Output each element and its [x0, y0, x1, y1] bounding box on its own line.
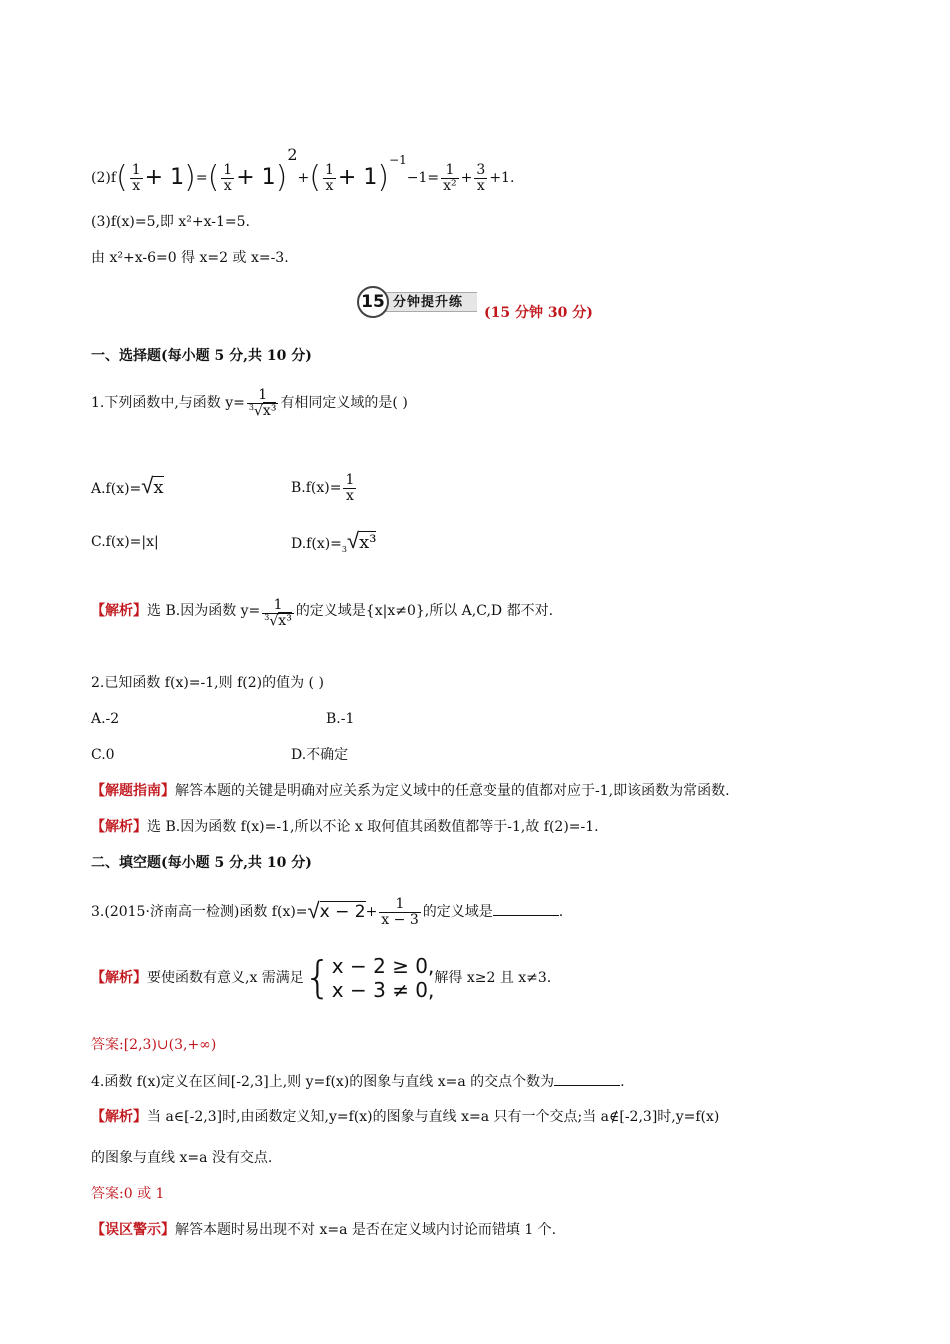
q1-option-d: $D.f(x)=_3√x^3$: [291, 529, 377, 554]
q1-fraction: [247, 388, 279, 419]
q1-analysis-den: $^3$√x³: [264, 612, 292, 630]
q3-radicand: x − 2: [319, 902, 366, 922]
q1-opt-b-den: x: [345, 487, 354, 504]
q4-end: .: [620, 1074, 625, 1090]
section2-title: 二、填空题(每小题 5 分,共 10 分): [91, 855, 312, 871]
q2-guide-text: 解答本题的关键是明确对应关系为定义域中的任意变量的值都对应于-1,即该函数为常函数.: [175, 783, 730, 799]
q3-end: .: [558, 904, 564, 920]
q3-fraction: [379, 897, 420, 927]
frac-one-over-x-2: [221, 163, 234, 193]
plus-one: + 1: [144, 165, 185, 190]
q2-guide-tag: 【解题指南】: [91, 783, 175, 799]
q1-analysis-num: 1: [262, 598, 294, 614]
q2-analysis-tag: 【解析】: [91, 819, 147, 835]
q1-option-b: [291, 468, 358, 508]
paren-close: ): [184, 160, 196, 195]
q4-warning: [91, 1220, 556, 1240]
q3-cond2: x − 3 ≠ 0,: [331, 978, 435, 1002]
q1-analysis-frac: [262, 598, 294, 629]
q1-analysis-pre: 选 B.因为函数 y=: [147, 603, 261, 619]
q4-answer: 答案:0 或 1: [91, 1186, 165, 1202]
frac-den-4: x²: [443, 177, 457, 194]
q1-frac-num: 1: [247, 388, 279, 404]
q4-answer-blank[interactable]: [554, 1071, 620, 1086]
paren-close-2: ): [275, 160, 288, 195]
q4-analysis-line1: [91, 1107, 719, 1127]
exponent-neg1: −1: [389, 153, 407, 167]
q1-analysis-tag: 【解析】: [91, 603, 147, 619]
q4-warning-text: 解答本题时易出现不对 x=a 是否在定义域内讨论而错填 1 个.: [175, 1222, 557, 1238]
plus-one-2: + 1: [236, 165, 276, 190]
badge-number: 15: [357, 286, 389, 318]
frac-num-4: 1: [441, 163, 459, 179]
q3-analysis-tag: 【解析】: [91, 970, 147, 986]
part3-line1: (3)f(x)=5,即 x²+x-1=5.: [91, 214, 250, 230]
q1-suffix: 有相同定义域的是( ): [280, 395, 408, 411]
badge-label: 分钟提升练: [393, 295, 464, 310]
q1-analysis: [91, 598, 553, 642]
plus: +: [297, 170, 310, 186]
frac-den-5: x: [476, 177, 485, 194]
func-f: f: [110, 170, 117, 186]
frac-three-over-x: [474, 163, 487, 193]
exponent-2: 2: [287, 145, 298, 164]
q1-opt-b-frac: [343, 473, 356, 503]
paren-open-2: (: [207, 160, 220, 195]
q1-opt-d-radicand: x³: [359, 532, 377, 553]
q3-analysis-pre: 要使函数有意义,x 需满足: [147, 970, 304, 986]
frac-num-5: 3: [476, 161, 486, 178]
q1-option-c: C.f(x)=|x|: [91, 534, 159, 550]
q3-frac-den: x − 3: [381, 911, 419, 928]
q2-analysis-text: 选 B.因为函数 f(x)=-1,所以不论 x 取何值其函数值都等于-1,故 f(2)=-1.: [147, 819, 599, 835]
q3-suffix: 的定义域是: [422, 904, 493, 920]
q1-opt-d-index: 3: [341, 544, 348, 554]
q3-brace: {: [303, 952, 332, 1003]
q2-option-a: A.-2: [91, 711, 120, 727]
minus-one-equals: −1=: [406, 170, 440, 186]
q3-stem: 3.(2015·济南高一检测)函数 f(x)=√x − 2+ $\frac{1}{x - 3}$ 的定义域是 .: [91, 895, 564, 928]
q1-opt-b-label: B.f(x)=: [291, 480, 342, 496]
frac-den-2: x: [223, 177, 232, 194]
q1-option-a: A.f(x)=√x: [91, 474, 164, 499]
frac-one-over-x: [130, 163, 143, 193]
q3-answer: 答案:[2,3)∪(3,+∞): [91, 1037, 217, 1053]
plus-one-3: + 1: [337, 165, 378, 190]
q1-stem: [91, 388, 408, 432]
q3-cond1: x − 2 ≥ 0,: [331, 954, 435, 978]
q4-analysis-text1: 当 a∈[-2,3]时,由函数定义知,y=f(x)的图象与直线 x=a 只有一个交点;当 a∉[-2,3]时,y=f(x): [147, 1109, 720, 1125]
q4-analysis-line2: 的图象与直线 x=a 没有交点.: [91, 1150, 273, 1166]
q1-prefix: 1.下列函数中,与函数 y=: [91, 395, 245, 411]
q3-plus: +: [365, 904, 378, 920]
q1-frac-den: $^3$√x³: [248, 402, 277, 420]
q1-root-index: 3: [248, 402, 254, 412]
q3-prefix: 3.(2015·济南高一检测)函数 f(x)=: [91, 904, 308, 920]
q3-analysis-post: 解得 x≥2 且 x≠3.: [434, 970, 552, 986]
q1-analysis-post: 的定义域是{x|x≠0},所以 A,C,D 都不对.: [295, 603, 554, 619]
q1-opt-a-label: A.f(x)=: [91, 481, 142, 497]
q2-option-d: D.不确定: [291, 747, 349, 763]
frac-num-3: 1: [325, 161, 334, 178]
frac-num: 1: [131, 161, 141, 178]
badge-subtitle: (15 分钟 30 分): [484, 305, 593, 321]
q4-stem-text: 4.函数 f(x)定义在区间[-2,3]上,则 y=f(x)的图象与直线 x=a 的交点个数为: [91, 1074, 555, 1090]
plus-2: +: [460, 170, 473, 186]
q2-guide: [91, 781, 730, 801]
q4-stem: [91, 1071, 625, 1092]
frac-den-3: x: [325, 177, 334, 194]
q1-opt-a-radicand: x: [153, 477, 164, 498]
part3-line2: 由 x²+x-6=0 得 x=2 或 x=-3.: [91, 250, 289, 266]
q1-analysis-radicand: x³: [278, 613, 292, 630]
q1-opt-b-num: 1: [345, 471, 355, 488]
part2-expression: [91, 130, 515, 195]
q3-system: [332, 954, 435, 1002]
q4-analysis-tag: 【解析】: [91, 1109, 147, 1125]
q1-opt-d-label: D.f(x)=: [291, 536, 342, 552]
frac-one-over-x2: [441, 163, 459, 193]
section-badge: [357, 286, 479, 316]
q1-radicand: x³: [262, 403, 277, 420]
q3-answer-blank[interactable]: [493, 901, 559, 916]
part2-label: (2): [91, 170, 111, 186]
frac-den: x: [132, 177, 141, 194]
q2-option-c: C.0: [91, 747, 115, 763]
expr-end: +1.: [489, 170, 515, 186]
q1-analysis-index: 3: [264, 612, 270, 622]
q3-frac-num: 1: [379, 897, 420, 913]
frac-one-over-x-3: [323, 163, 336, 193]
paren-open: (: [116, 160, 128, 195]
frac-num-2: 1: [223, 161, 233, 178]
q2-stem: 2.已知函数 f(x)=-1,则 f(2)的值为 ( ): [91, 675, 324, 691]
q3-analysis: [91, 950, 551, 1006]
q4-warning-tag: 【误区警示】: [91, 1222, 175, 1238]
q2-analysis: [91, 817, 599, 837]
section1-title: 一、选择题(每小题 5 分,共 10 分): [91, 348, 312, 364]
paren-open-3: (: [309, 160, 321, 195]
q2-option-b: B.-1: [326, 711, 355, 727]
paren-close-3: ): [377, 160, 390, 195]
equals: =: [195, 170, 208, 186]
